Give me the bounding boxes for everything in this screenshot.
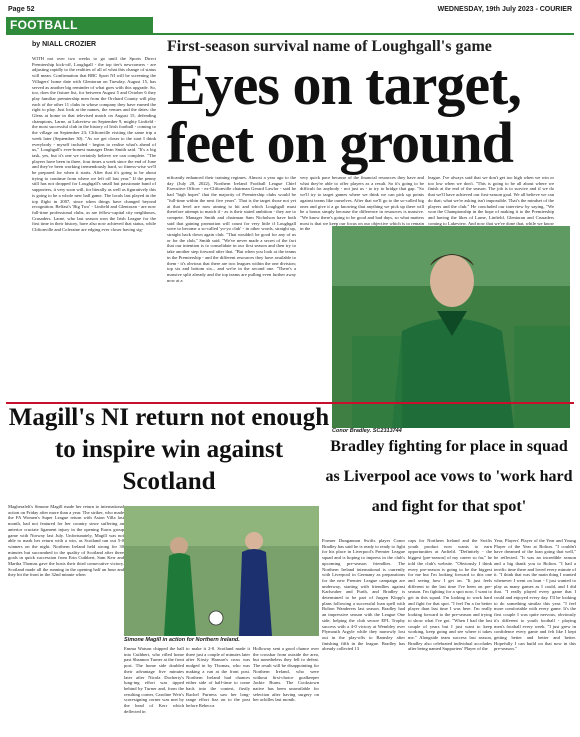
page-number: Page 52 [8,5,35,13]
magill-photo [124,506,319,636]
issue-date: WEDNESDAY, 19th July 2023 - COURIER [437,5,572,13]
magill-col-4: Holloway sent a good chance over the crossbar from outside the area, but nonetheless they fell to defeat. The result will be disappointing for Northern Ireland, who were without first-choice goalkeeper Jackie Burns. The Cookstown native has been unavailable for selection after having surgery on her achilles last month. [253,646,319,703]
bradley-col-3: Year, Players' Player of the Year and Young Player of the Year at Bolton. "I couldn't have dreamed of the loan going that well," he reflected. "It was an incredible season and a big thank you to Bolton. "I had a terrific time there and loved every minute of it. "I think that was the main thing I wanted whenever I went on loan - I just wanted to play as many games as I could, and I did that. "I really played every game that I could and enjoyed every day. I'll be looking to do something similar this year. "I feel more comfortable with every game. It's the first couple I was quite nervous, obviously it's different to youth football - playing men's football every week. "I just grew in confidence every game and felt like I kept getting better and better and better. Hopefully I can build on that now in this pre-season." [494,538,576,652]
page-header [8,4,572,14]
bradley-photo-caption: Conor Bradley. SC2313744 [332,428,402,434]
magill-col-3: to make it 2-0. Scotland made it three just a couple of minutes later after Kirsty Hanson's cross was nudged in by Thomas, who was making a run at the front post. Northern Ireland had chances either side of half-time to come back into the contest, firstly Rachel Furness saw her long-range effort fizz on to the post before Rebecca [186,646,250,709]
byline: by NIALL CROZIER [32,41,97,48]
magill-col-2: Emma Watson chipped the ball into Cuthbert, who rifled home past Shannon Turner at the front post. The home side doubled their advantage five minutes later after Nicola Docherty's lung-ing effort was tipped behind by Turner and, from the resulting corner, Caroline Weir's scoresigning corner was met by the head of Kerr which deflected in [124,646,184,714]
magill-headline: Magill's NI return not enough to inspire win against Scotland [8,404,330,495]
bradley-headline: Bradley fighting for place in squad as Liverpool ace vows to 'work hard and fight for that spot' [325,438,573,515]
main-story-col-3: very quick pace because of the financial resources they have and what they're able to offer players as a result. So it's going to be difficult for anybody - not just us - to try to bridge that gap. "So we'll try to target games where we think we can pick up points against teams like ourselves. After that we'll go to the so-called big ones and give it a go knowing that anything we pick up there will be a bonus simply because the difference in resources is massive. "We know there's going to be good and bad days, so what matters most is that we keep our focus on our objective which is to remain in the [300,175,424,232]
main-story-col-1: WITH not over two weeks to go until the Sports Direct Premiership kick-off, Loughgall - the top tier's newcomers - are adjusting rapidly to the realities of all of what this change of status will mean. Confirmation that BBC Sport NI will be screening the Villagers' home date with Glentoran on Tuesday, August 15, has served as another big reminder of what goes with this upgrade. So, too, does the fixture list, for between August 5 and October 6 they play familiar premiership men from the Orchard County will play each of the other 11 clubs in whose company they have earned the right to play. Just look at the names, the venues and the dates: the Glens at home in that televised match on August 15, defending champions, Larne, at Lakeview on September 9, mighty Linfield - the most successful club in the history of Irish football - coming to the village on September 23; Cliftonville visiting the same trip a week later (September 30). "As we get closer to the start I think everybody - myself included - begins to realise what's ahead of us," Loughgall's ever-honest manager Dean Smith said. "It's a big task, yes, but it's one we certainly believe we can complete. "The players have been in three, four times a week since the end of June and they've been working tremendously hard, so fitness-wise we'll be prepared for when it starts. After that it's going to be about trying to continue from where we left off last year." If the penny still has not dropped for Loughgall's small but passionate band of supporters, it very soon will, for literally as well as figuratively this is going to be a whole new ball game. The locals last played in the top flight in 2007, since when things have changed beyond recognition. Belfast's 'Big Two' - Linfield and Glentoran - are now full-time professional clubs, as are fellow-capital city neighbours, Crusaders. Larne, who last season won the Irish League for the first time in their history, have also now achieved that status, while Cliftonville and Coleraine are edging ever closer having sig- [32,56,156,233]
bradley-col-1: Former Dungannon Swifts player Conor Bradley has said he is ready to ready to fight for his place in Liverpool's Premier League squad and is hoping to impress in the club's upcoming pre-season friendlies. The Northern Ireland international is currently with Liverpool in Germany as preparations for the new Premier League campaign are underway, starting with friendlies against Karlsruher and Furth, and Bradley is determined to be part of Jurgen Klopp's plans following a successful loan spell with Bolton Wanderers last season. Bradley had an impressive season with the League One side, helping the club secure EFL Trophy success with a 4-0 victory at Wembley over Plymouth Argyle while they narrowly lost out in the play-offs to Barnsley after finishing fifth in the league. Bradley has already collected 13 [322,538,405,652]
bradley-photo [332,226,570,428]
magill-photo-caption: Simone Magill in action for Northern Ireland. [124,637,240,643]
section-label: FOOTBALL [6,17,153,33]
main-headline: Eyes on target, feet on ground [167,52,521,175]
story-kicker: First-season survival name of Loughgall's game [167,38,492,55]
bradley-col-2: caps for Northern Ireland and the Swifts youth product now wants to earn opportunities at Anfield. "Definitely - the biggest [pre-season] of my career so far," he told the club's website. "Obviously I think every pre-season is going to be the biggest for me but I'm looking forward to this one and seeing how I get on. "It just feels different to the last time I've been on pre-season. I'm fighting for a spot now, I want to get in this squad. I'm looking to work hard and fight for that spot. "I feel I'm a far better player than last time I was here. I'm really looking forward to the pre-season and trying to show what I've got. "When I had the last couple of years but I just want to keep working, keep going and see where it takes me." Alongside team success last season, Bradley also celebrated individual accolades after being named Supporters' Player of the [408,538,492,652]
magill-col-1: Magherafelt's Simone Magill made her return to international action on Friday after more than a year. The striker, who made the FA Women's Super League return with Aston Villa last month, had not featured for her country since suffering an anterior cruciate ligament injury in the opening Euros group game with Norway last July. Unfortunately, Magill was not able to mark her return with a win, as Scotland ran out 5-0 winners on the night. Northern Ireland held strong for 30 minutes but succumbed to the quality of Scotland after three goals in quick succession from Erin Cuthbert, Sam Kerr and Martha Thomas gave the hosts their third consecutive victory. Scotland made all the running in the opening half an hour and they hit the front in the 32nd minute when [8,504,124,578]
section-rule [6,33,574,35]
main-story-col-4: league. I've always said that we don't get too high when we win or too low when we don't. "This is going to be all about where we finish at the end of the season. The job is to survive and if we do that we'll have achieved our first-season goal. We all believe we can do that; what we're asking isn't impossible. That's the mindset of the players and the club." He concluded our interview by saying, "We won the Championship in the hope of making it to the Premiership and having the likes of Larne, Linfield, Glentoran and Crusaders coming to Lakeview. And now that we've done that, while we know [428,175,554,226]
main-story-col-2: nificantly enhanced their training regimes. Almost a year ago to the day (July 28, 2022), Northern Ireland Football League Chief Executive Officer - ex-Cliftonville chairman Gerard Lawlor - said he had "high hopes" that the majority of Premiership clubs would be "full-time within the next five years". That is the target those not yet at that level are now aiming to hit and which Loughgall must therefore attempt to match if - as is their stated ambition - they are to compete. Manager Smith and chairman Sam Nicholson have both said that gaining promotion will count for very little if Loughgall were to become a so-called 'yo-yo club' - in other words, straight up, straight back down again club. "That wouldn't be good for any of us or for the club," Smith said. "We've never made a secret of the fact that our intention is to consolidate in our first season and then try to take another step forward after that. "But when you look at the teams in the Premiership - and the different resources they have available to them - it's obvious that there are two leagues within the one division; top six and bottom six... and we're in the second one. "There's a massive split already and the top teams are pulling even further away now at a [167,175,296,283]
